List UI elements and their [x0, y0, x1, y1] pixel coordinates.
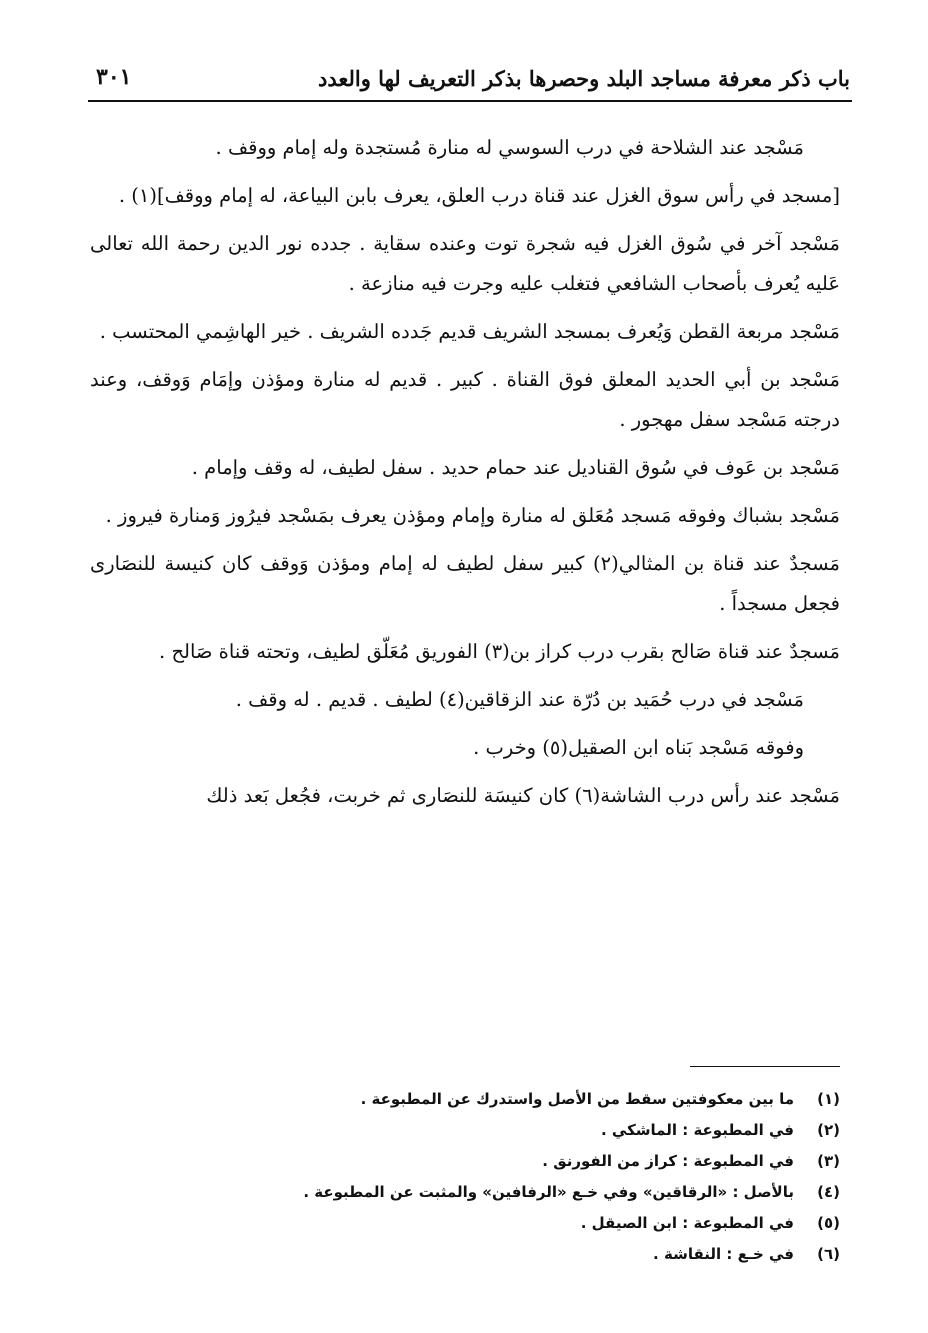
page-number: ٣٠١ [96, 64, 132, 90]
paragraph: مَسْجد مربعة القطن وَيُعرف بمسجد الشريف قديم جَدده الشريف . خير الهاشِمي المحتسب . [99, 320, 840, 343]
paragraph: مَسْجد عند رأس درب الشاشة(٦) كان كنيسَة للنصَارى ثم خربت، فجُعل بَعد ذلك [206, 784, 840, 807]
footnote-number: (٦) [817, 1245, 840, 1263]
paragraph: مَسْجد عند الشلاحة في درب السوسي له منارة مُستجدة وله إمام ووقف . [215, 136, 804, 159]
paragraph: مَسْجد في درب حُمَيد بن دُرّة عند الزقاقين(٤) لطيف . قديم . له وقف . [235, 688, 804, 711]
footnote-divider [690, 1066, 840, 1067]
footnote-number: (٤) [817, 1183, 840, 1201]
main-text [90, 128, 840, 824]
footnote [100, 1084, 840, 1115]
footnote [100, 1208, 840, 1239]
footnote-text: في خـع : النقاشة . [653, 1245, 794, 1263]
footnote-number: (١) [817, 1090, 840, 1108]
footnote-number: (٢) [817, 1121, 840, 1139]
footnote-text: في المطبوعة : كراز من الفورنق . [542, 1152, 794, 1170]
footnote-text: في المطبوعة : ابن الصيقل . [580, 1214, 794, 1232]
header-divider [88, 100, 852, 102]
paragraph: مَسْجد بشباك وفوقه مَسجد مُعَلق له منارة وإمام ومؤذن يعرف بمَسْجد فيرُوز وَمنارة فيروز . [105, 504, 840, 527]
footnote-text: بالأصل : «الرقاقين» وفي خـع «الرفافين» والمثبت عن المطبوعة . [303, 1183, 794, 1201]
footnote-text: في المطبوعة : الماشكي . [600, 1121, 794, 1139]
chapter-title: باب ذكر معرفة مساجد البلد وحصرها بذكر التعريف لها والعدد [317, 66, 850, 91]
paragraph: مَسْجد بن أبي الحديد المعلق فوق القناة . كبير . قديم له منارة ومؤذن وإمَام وَوقف، وعند درجته مَسْجد سفل مهجور . [90, 368, 840, 431]
footnote [100, 1177, 840, 1208]
paragraph: مَسْجد بن عَوف في سُوق القناديل عند حمام حديد . سفل لطيف، له وقف وإمام . [191, 456, 840, 479]
footnote-text: ما بين معكوفتين سقط من الأصل واستدرك عن المطبوعة . [360, 1090, 794, 1108]
paragraph: مَسجدٌ عند قناة صَالح بقرب درب كراز بن(٣) الفوريق مُعَلّق لطيف، وتحته قناة صَالح . [159, 640, 840, 663]
footnote-number: (٥) [817, 1214, 840, 1232]
footnote [100, 1146, 840, 1177]
footnote [100, 1115, 840, 1146]
running-header [88, 62, 850, 98]
footnote [100, 1239, 840, 1270]
paragraph: مَسجدٌ عند قناة بن المثالي(٢) كبير سفل لطيف له إمام ومؤذن وَوقف كان كنيسة للنصَارى فجعل مسجداً . [90, 552, 841, 615]
footnote-number: (٣) [817, 1152, 840, 1170]
footnotes [100, 1084, 840, 1270]
paragraph: [مسجد في رأس سوق الغزل عند قناة درب العلق، يعرف بابن البياعة، له إمام ووقف](١) . [118, 184, 840, 207]
paragraph: وفوقه مَسْجد بَناه ابن الصقيل(٥) وخرب . [473, 736, 804, 759]
paragraph: مَسْجد آخر في سُوق الغزل فيه شجرة توت وعنده سقاية . جدده نور الدين رحمة الله تعالى عَليه يُعرف بأصحاب الشافعي فتغلب عليه وجرت فيه منازعة . [90, 232, 840, 295]
